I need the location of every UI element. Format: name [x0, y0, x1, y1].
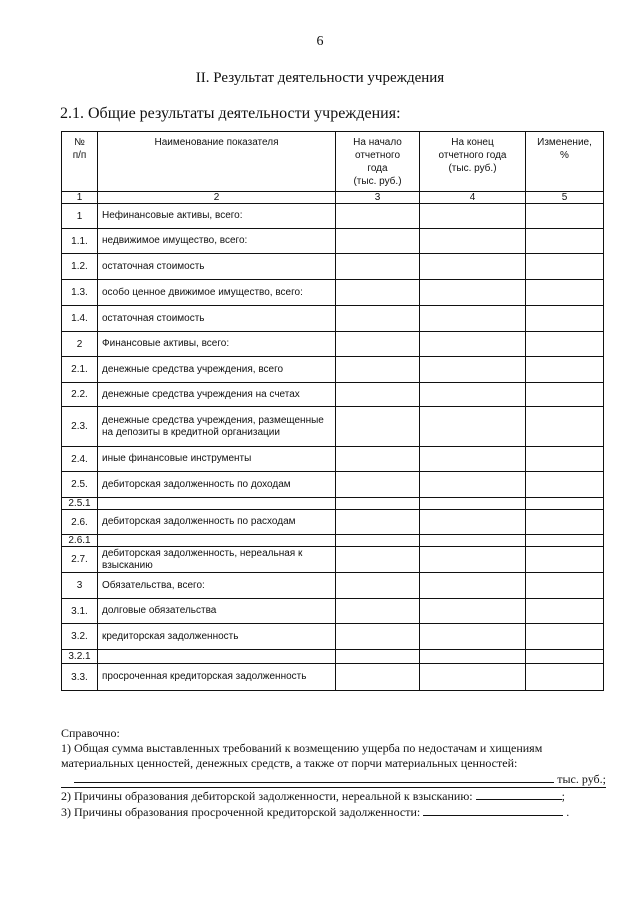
row-number: 2.4. — [62, 447, 98, 472]
row-number: 1.2. — [62, 254, 98, 280]
value-change[interactable] — [526, 510, 604, 535]
value-end-year[interactable] — [420, 357, 526, 383]
indicator-name: недвижимое имущество, всего: — [98, 229, 336, 254]
page-number: 6 — [316, 34, 324, 49]
value-start-year[interactable] — [336, 510, 420, 535]
table-row — [62, 204, 604, 229]
indicator-name: кредиторская задолженность — [98, 624, 336, 650]
header-start-year — [336, 132, 420, 192]
value-change[interactable] — [526, 650, 604, 664]
value-end-year[interactable] — [420, 624, 526, 650]
value-change[interactable] — [526, 204, 604, 229]
value-end-year[interactable] — [420, 204, 526, 229]
indicator-name: просроченная кредиторская задолженность — [98, 664, 336, 691]
table-row — [62, 498, 604, 510]
row-number: 2 — [62, 332, 98, 357]
value-start-year[interactable] — [336, 573, 420, 599]
header-text: Изменение, % — [537, 137, 592, 161]
row-number: 2.2. — [62, 383, 98, 407]
row-number: 2.5. — [62, 472, 98, 498]
indicator-name: Нефинансовые активы, всего: — [98, 204, 336, 229]
fill-line — [476, 788, 562, 800]
value-start-year[interactable] — [336, 664, 420, 691]
column-numbers-row — [62, 192, 604, 204]
column-number: 2 — [98, 192, 336, 204]
value-change[interactable] — [526, 447, 604, 472]
note-item-1-amount — [61, 771, 606, 787]
note-item-2 — [61, 787, 606, 804]
value-end-year[interactable] — [420, 650, 526, 664]
value-change[interactable] — [526, 535, 604, 547]
value-start-year[interactable] — [336, 306, 420, 332]
note-item-1-line-1: 1) Общая сумма выставленных требований к возмещению ущерба по недостачам и хищениям — [61, 741, 543, 755]
table-row — [62, 229, 604, 254]
indicator-name — [98, 650, 336, 664]
column-number: 5 — [526, 192, 604, 204]
value-start-year[interactable] — [336, 204, 420, 229]
value-change[interactable] — [526, 357, 604, 383]
table-row — [62, 535, 604, 547]
row-number: 1.3. — [62, 280, 98, 306]
row-number: 1.1. — [62, 229, 98, 254]
value-change[interactable] — [526, 332, 604, 357]
row-number: 3.3. — [62, 664, 98, 691]
row-number: 2.1. — [62, 357, 98, 383]
value-change[interactable] — [526, 280, 604, 306]
note-item-3 — [61, 804, 606, 820]
value-change[interactable] — [526, 624, 604, 650]
value-change[interactable] — [526, 383, 604, 407]
note-item-2-end: ; — [561, 789, 565, 803]
value-end-year[interactable] — [420, 254, 526, 280]
value-start-year[interactable] — [336, 407, 420, 447]
fill-line — [423, 804, 563, 816]
table-row — [62, 357, 604, 383]
notes-heading: Справочно: — [61, 726, 120, 740]
value-end-year[interactable] — [420, 383, 526, 407]
header-text: Наименование показателя — [154, 137, 279, 148]
value-change[interactable] — [526, 599, 604, 624]
note-item-3-text: 3) Причины образования просроченной кредиторской задолженности: — [61, 805, 421, 819]
table-row — [62, 383, 604, 407]
column-number: 1 — [62, 192, 98, 204]
table-row — [62, 664, 604, 691]
row-number: 3.2.1 — [62, 650, 98, 664]
row-number: 2.3. — [62, 407, 98, 447]
value-change[interactable] — [526, 306, 604, 332]
value-end-year[interactable] — [420, 280, 526, 306]
value-change[interactable] — [526, 547, 604, 573]
value-start-year[interactable] — [336, 229, 420, 254]
indicator-name: Финансовые активы, всего: — [98, 332, 336, 357]
indicator-name: дебиторская задолженность по расходам — [98, 510, 336, 535]
header-end-year — [420, 132, 526, 192]
value-start-year[interactable] — [336, 498, 420, 510]
value-change[interactable] — [526, 573, 604, 599]
value-start-year[interactable] — [336, 547, 420, 573]
indicator-name: Обязательства, всего: — [98, 573, 336, 599]
value-start-year[interactable] — [336, 624, 420, 650]
table-row — [62, 472, 604, 498]
indicator-name: дебиторская задолженность по доходам — [98, 472, 336, 498]
table-row — [62, 510, 604, 535]
indicator-name: иные финансовые инструменты — [98, 447, 336, 472]
table-row — [62, 599, 604, 624]
subsection-title: 2.1. Общие результаты деятельности учреждения: — [60, 105, 401, 122]
value-change[interactable] — [526, 664, 604, 691]
value-end-year[interactable] — [420, 664, 526, 691]
value-change[interactable] — [526, 472, 604, 498]
value-start-year[interactable] — [336, 447, 420, 472]
value-end-year[interactable] — [420, 535, 526, 547]
indicator-name: денежные средства учреждения, размещенные на депозиты в кредитной организации — [98, 407, 336, 447]
header-text: На конец отчетного года (тыс. руб.) — [438, 137, 507, 174]
value-start-year[interactable] — [336, 254, 420, 280]
value-end-year[interactable] — [420, 510, 526, 535]
results-table — [61, 131, 604, 691]
table-body — [62, 204, 604, 691]
indicator-name: денежные средства учреждения, всего — [98, 357, 336, 383]
value-end-year[interactable] — [420, 498, 526, 510]
value-end-year[interactable] — [420, 407, 526, 447]
indicator-name: остаточная стоимость — [98, 254, 336, 280]
value-start-year[interactable] — [336, 535, 420, 547]
table-row — [62, 306, 604, 332]
value-end-year[interactable] — [420, 573, 526, 599]
value-change[interactable] — [526, 407, 604, 447]
row-number: 2.6. — [62, 510, 98, 535]
value-end-year[interactable] — [420, 472, 526, 498]
table-row — [62, 332, 604, 357]
header-text: № п/п — [72, 137, 87, 161]
row-number: 2.5.1 — [62, 498, 98, 510]
fill-line — [74, 771, 554, 783]
value-change[interactable] — [526, 254, 604, 280]
table-row — [62, 650, 604, 664]
value-end-year[interactable] — [420, 306, 526, 332]
value-start-year[interactable] — [336, 332, 420, 357]
header-number — [62, 132, 98, 192]
table-row — [62, 573, 604, 599]
value-end-year[interactable] — [420, 332, 526, 357]
value-end-year[interactable] — [420, 229, 526, 254]
value-change[interactable] — [526, 229, 604, 254]
header-change — [526, 132, 604, 192]
table-row — [62, 547, 604, 573]
header-text: На начало отчетного года (тыс. руб.) — [353, 137, 402, 187]
row-number: 1.4. — [62, 306, 98, 332]
indicator-name: дебиторская задолженность, нереальная к взысканию — [98, 547, 336, 573]
value-start-year[interactable] — [336, 357, 420, 383]
note-item-2-text: 2) Причины образования дебиторской задолженности, нереальной к взысканию: — [61, 789, 473, 803]
row-number: 3.2. — [62, 624, 98, 650]
header-indicator — [98, 132, 336, 192]
indicator-name — [98, 498, 336, 510]
indicator-name — [98, 535, 336, 547]
indicator-name: денежные средства учреждения на счетах — [98, 383, 336, 407]
notes-block — [61, 726, 606, 820]
value-end-year[interactable] — [420, 447, 526, 472]
indicator-name: долговые обязательства — [98, 599, 336, 624]
note-item-3-end: . — [566, 805, 570, 819]
table-row — [62, 624, 604, 650]
value-change[interactable] — [526, 498, 604, 510]
section-title: II. Результат деятельности учреждения — [195, 70, 445, 86]
column-number: 4 — [420, 192, 526, 204]
value-end-year[interactable] — [420, 599, 526, 624]
table-row — [62, 254, 604, 280]
table-row — [62, 407, 604, 447]
column-number: 3 — [336, 192, 420, 204]
note-item-1-unit: тыс. руб.; — [557, 772, 606, 786]
table-row — [62, 447, 604, 472]
value-start-year[interactable] — [336, 650, 420, 664]
row-number: 2.6.1 — [62, 535, 98, 547]
value-start-year[interactable] — [336, 280, 420, 306]
value-start-year[interactable] — [336, 383, 420, 407]
indicator-name: особо ценное движимое имущество, всего: — [98, 280, 336, 306]
row-number: 2.7. — [62, 547, 98, 573]
note-item-1-line-2: материальных ценностей, денежных средств, а также от порчи материальных ценностей: — [61, 756, 518, 770]
table-row — [62, 280, 604, 306]
value-end-year[interactable] — [420, 547, 526, 573]
header-row — [62, 132, 604, 192]
value-start-year[interactable] — [336, 472, 420, 498]
row-number: 3.1. — [62, 599, 98, 624]
indicator-name: остаточная стоимость — [98, 306, 336, 332]
value-start-year[interactable] — [336, 599, 420, 624]
row-number: 1 — [62, 204, 98, 229]
row-number: 3 — [62, 573, 98, 599]
